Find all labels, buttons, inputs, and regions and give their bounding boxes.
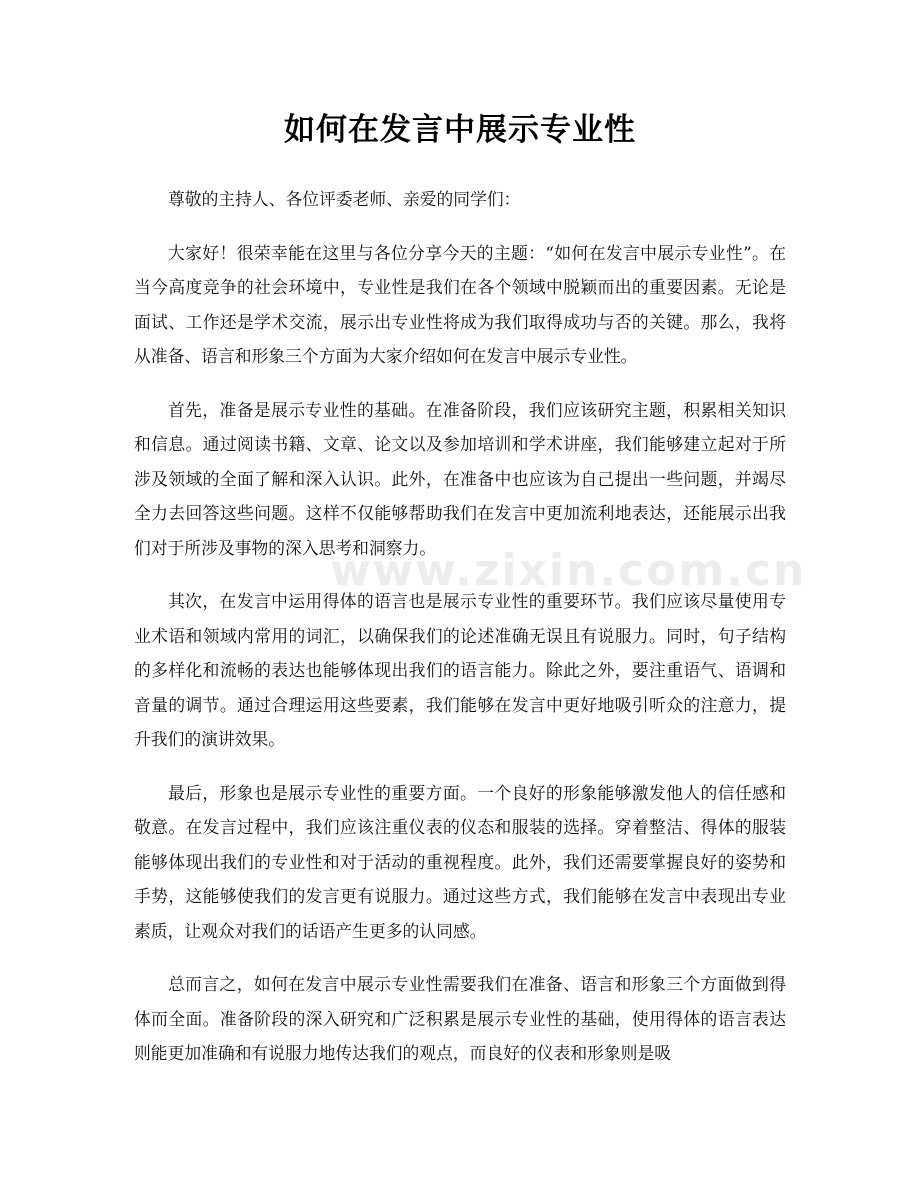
document-title: 如何在发言中展示专业性	[284, 112, 636, 148]
paragraph-intro: 大家好！很荣幸能在这里与各位分享今天的主题：“如何在发言中展示专业性”。在当今高度竞争的社会环境中，专业性是我们在各个领域中脱颖而出的重要因素。无论是面试、工作还是学术交流，展示出专业性将成为我们取得成功与否的关键。那么，我将从准备、语言和形象三个方面为大家介绍如何在发言中展示专业性。	[134, 242, 786, 366]
document-body	[134, 182, 786, 1090]
paragraph-image: 最后，形象也是展示专业性的重要方面。一个良好的形象能够激发他人的信任感和敬意。在发言过程中，我们应该注重仪表的仪态和服装的选择。穿着整洁、得体的服装能够体现出我们的专业性和对于活动的重视程度。此外，我们还需要掌握良好的姿势和手势，这能够使我们的发言更有说服力。通过这些方式，我们能够在发言中表现出专业素质，让观众对我们的话语产生更多的认同感。	[134, 782, 786, 941]
salutation: 尊敬的主持人、各位评委老师、亲爱的同学们：	[168, 189, 521, 209]
watermark: www.zixin.com.cn	[330, 545, 807, 596]
paragraph-language: 其次，在发言中运用得体的语言也是展示专业性的重要环节。我们应该尽量使用专业术语和领域内常用的词汇，以确保我们的论述准确无误且有说服力。同时，句子结构的多样化和流畅的表达也能够体现出我们的语言能力。除此之外，要注重语气、语调和音量的调节。通过合理运用这些要素，我们能够在发言中更好地吸引听众的注意力，提升我们的演讲效果。	[134, 591, 786, 749]
paragraph-preparation: 首先，准备是展示专业性的基础。在准备阶段，我们应该研究主题，积累相关知识和信息。通过阅读书籍、文章、论文以及参加培训和学术讲座，我们能够建立起对于所涉及领域的全面了解和深入认识。此外，在准备中也应该为自己提出一些问题，并竭尽全力去回答这些问题。这样不仅能够帮助我们在发言中更加流利地表达，还能展示出我们对于所涉及事物的深入思考和洞察力。	[134, 399, 786, 558]
paragraph-conclusion: 总而言之，如何在发言中展示专业性需要我们在准备、语言和形象三个方面做到得体而全面。准备阶段的深入研究和广泛积累是展示专业性的基础，使用得体的语言表达则能更加准确和有说服力地传达我们的观点，而良好的仪表和形象则是吸	[134, 974, 786, 1063]
